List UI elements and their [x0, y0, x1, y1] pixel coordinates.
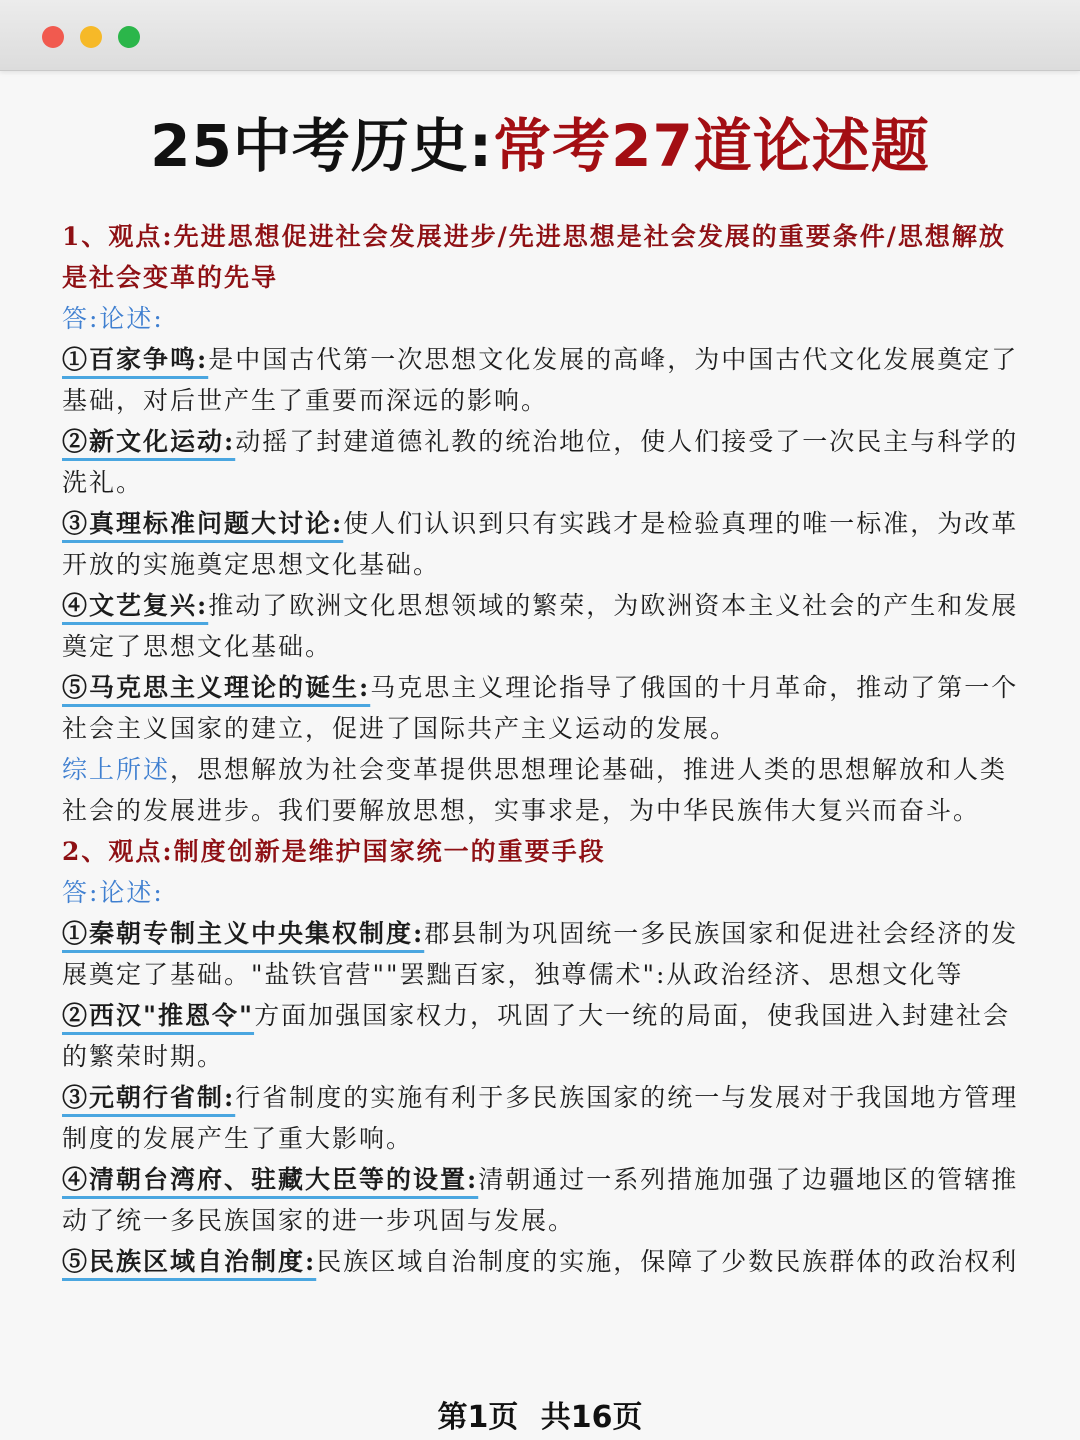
page-title: [0, 108, 1080, 184]
item-text: 行省制度的实施有利于多民族国家的统一与发展对于我国地方管理制度的发展产生了重大影响。: [62, 1083, 1019, 1153]
item-text: 民族区域自治制度的实施，保障了少数民族群体的政治权利: [316, 1247, 1019, 1276]
section-2-item-3: [62, 1077, 1022, 1159]
section-2-item-4: [62, 1159, 1022, 1241]
item-key: ⑤马克思主义理论的诞生:: [62, 673, 371, 702]
item-text: 使人们认识到只有实践才是检验真理的唯一标准，为改革开放的实施奠定思想文化基础。: [62, 509, 1019, 579]
page-indicator: 第1页 共16页: [437, 1400, 643, 1435]
item-text: 清朝通过一系列措施加强了边疆地区的管辖推动了统一多民族国家的进一步巩固与发展。: [62, 1165, 1019, 1235]
conclusion-text: ，思想解放为社会变革提供思想理论基础，推进人类的思想解放和人类社会的发展进步。我们要解放思想，实事求是，为中华民族伟大复兴而奋斗。: [62, 755, 1008, 825]
item-text: 推动了欧洲文化思想领域的繁荣，为欧洲资本主义社会的产生和发展奠定了思想文化基础。: [62, 591, 1019, 661]
section-1-answer-label: 答:论述:: [62, 304, 164, 333]
item-text: 动摇了封建道德礼教的统治地位，使人们接受了一次民主与科学的洗礼。: [62, 427, 1019, 497]
section-1-item-4: [62, 585, 1022, 667]
item-text: 是中国古代第一次思想文化发展的高峰，为中国古代文化发展奠定了基础，对后世产生了重要而深远的影响。: [62, 345, 1019, 415]
close-button[interactable]: [42, 26, 64, 48]
maximize-button[interactable]: [118, 26, 140, 48]
item-key: ①秦朝专制主义中央集权制度:: [62, 919, 425, 948]
window-titlebar: [0, 0, 1080, 71]
item-text: 马克思主义理论指导了俄国的十月革命，推动了第一个社会主义国家的建立，促进了国际共产主义运动的发展。: [62, 673, 1019, 743]
item-text: 方面加强国家权力，巩固了大一统的局面，使我国进入封建社会的繁荣时期。: [62, 1001, 1011, 1071]
section-1-item-3: [62, 503, 1022, 585]
item-key: ③真理标准问题大讨论:: [62, 509, 344, 538]
item-text: 郡县制为巩固统一多民族国家和促进社会经济的发展奠定了基础。"盐铁官营""罢黜百家，独尊儒术":从政治经济、思想文化等: [62, 919, 1019, 989]
section-1-item-1: [62, 339, 1022, 421]
item-key: ③元朝行省制:: [62, 1083, 236, 1112]
section-1-item-5: [62, 667, 1022, 749]
item-key: ④文艺复兴:: [62, 591, 209, 620]
item-key: ①百家争鸣:: [62, 345, 209, 374]
section-1-item-2: [62, 421, 1022, 503]
title-part-1: 25中考历史:: [150, 112, 494, 180]
item-key: ②新文化运动:: [62, 427, 236, 456]
item-key: ⑤民族区域自治制度:: [62, 1247, 317, 1276]
section-1-heading: 1、观点:先进思想促进社会发展进步/先进思想是社会发展的重要条件/思想解放是社会变革的先导: [62, 222, 1006, 292]
minimize-button[interactable]: [80, 26, 102, 48]
title-part-2: 常考27道论述题: [493, 112, 930, 180]
item-key: ②西汉"推恩令": [62, 1001, 255, 1030]
section-2-item-5: [62, 1241, 1022, 1282]
section-2-item-1: [62, 913, 1022, 995]
section-2-answer-label: 答:论述:: [62, 878, 164, 907]
section-2-item-2: [62, 995, 1022, 1077]
document-body: [62, 216, 1022, 1282]
item-key: ④清朝台湾府、驻藏大臣等的设置:: [62, 1165, 479, 1194]
section-2-heading: 2、观点:制度创新是维护国家统一的重要手段: [62, 837, 606, 866]
section-1-conclusion: [62, 749, 1022, 831]
conclusion-label: 综上所述: [62, 755, 171, 784]
